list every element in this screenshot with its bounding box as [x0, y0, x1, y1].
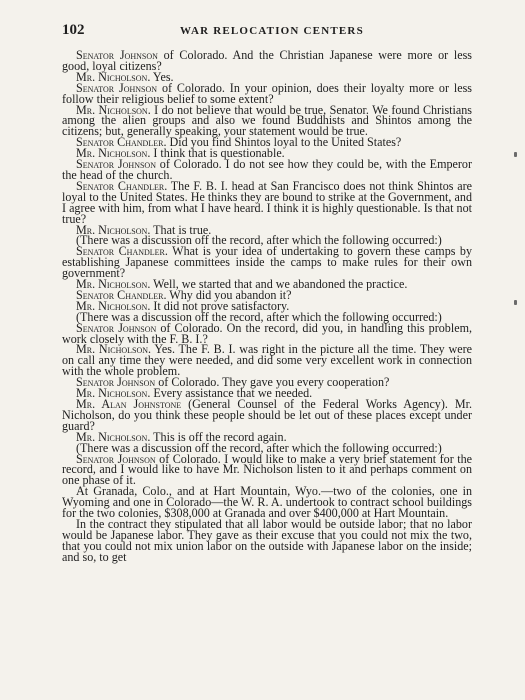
speaker-name: Mr. Nicholson	[76, 222, 148, 237]
speaker-name: Mr. Alan Johnstone	[76, 397, 182, 411]
speaker-name: Senator Johnson	[76, 320, 157, 335]
paragraph	[62, 159, 472, 181]
speaker-name: Senator Chandler	[76, 178, 165, 193]
speaker-name: Senator Johnson	[76, 375, 156, 390]
running-title: WAR RELOCATION CENTERS	[180, 25, 364, 37]
speaker-name: Mr. Nicholson	[76, 146, 148, 161]
paragraph	[62, 486, 472, 519]
paragraph	[62, 102, 472, 139]
paragraph-text: . Yes.	[147, 69, 174, 84]
speaker-name: Senator Chandler	[76, 287, 164, 302]
paragraph-text: (General Counsel of the Federal Works Agency). Mr. Nicholson, do you think these people should be let out of these places except under guard?	[62, 397, 472, 433]
speaker-name: Mr. Nicholson	[76, 69, 148, 84]
speaker-name: Senator Johnson	[76, 157, 156, 172]
paragraph	[62, 516, 472, 564]
paragraph-text: . Well, we started that and we abandoned the practice.	[147, 277, 408, 292]
speaker-name: Senator Johnson	[76, 48, 158, 62]
paragraph-text: . I do not believe that would be true, Senator. We found Christians among the alien groups and also we found Buddhists and Shintos among the citizens; but, generally speaking, your statement would be true.	[62, 102, 472, 139]
paragraph-text: of Colorado. They gave you every cooperation?	[155, 375, 390, 390]
page-header	[62, 22, 472, 42]
paragraph	[62, 344, 472, 377]
scan-edge-mark	[514, 152, 517, 157]
paragraph-text: . This is off the record again.	[147, 429, 287, 444]
paragraph-text: . What is your idea of undertaking to govern these camps by establishing Japanese committees inside the camps to make rules for their own government?	[62, 244, 472, 281]
paragraph-text: (There was a discussion off the record, after which the following occurred:)	[76, 233, 442, 248]
speaker-name: Mr. Nicholson	[76, 298, 148, 313]
paragraph-text: of Colorado. In your opinion, does their loyalty more or less follow their religious belief to some extent?	[62, 80, 472, 106]
scan-edge-mark	[514, 300, 517, 305]
page-number: 102	[62, 22, 85, 38]
speaker-name: Mr. Nicholson	[76, 277, 148, 292]
paragraph-text: of Colorado. I do not see how they could be, with the Emperor the head of the church.	[62, 157, 472, 182]
paragraph	[62, 246, 472, 279]
speaker-name: Senator Johnson	[76, 451, 156, 466]
paragraph-text: . I think that is questionable.	[147, 146, 285, 161]
speaker-name: Senator Johnson	[76, 80, 158, 95]
speaker-name: Mr. Nicholson	[76, 342, 149, 357]
paragraph-text: . The F. B. I. head at San Francisco does not think Shintos are loyal to the United States. He thinks they are bound to strike at the Government, and I agree with him, from what I have heard. I think it is highly questionable. Is that not true?	[62, 178, 472, 226]
paragraph-text: In the contract they stipulated that all labor would be outside labor; that no labor would be Japanese labor. They gave as their excuse that you could not mix the two, that you could not mix union labor on the outside with Japanese labor on the inside; and so, to get	[62, 516, 472, 564]
paragraph-text: . Every assistance that we needed.	[147, 386, 313, 401]
paragraph-text: of Colorado. On the record, did you, in handling this problem, work closely with the F. B. I.?	[62, 320, 472, 346]
paragraph-text: . Yes. The F. B. I. was right in the picture all the time. They were on call any time they were needed, and did some very excellent work in connection with the whole problem.	[62, 342, 472, 379]
paragraph-text: (There was a discussion off the record, after which the following occurred:)	[76, 309, 442, 324]
paragraph	[62, 451, 473, 488]
paragraph	[62, 320, 472, 346]
paragraph-text: . It did not prove satisfactory.	[147, 298, 290, 313]
paragraph-text: of Colorado. And the Christian Japanese were more or less good, loyal citizens?	[62, 48, 473, 73]
paragraph-text: . That is true.	[147, 222, 212, 237]
paragraph-text: . Did you find Shintos loyal to the United States?	[163, 135, 402, 150]
paragraph	[62, 399, 472, 432]
paragraph-text: . Why did you abandon it?	[163, 287, 292, 302]
paragraph-text: (There was a discussion off the record, after which the following occurred:)	[76, 440, 442, 455]
paragraph	[62, 80, 472, 106]
speaker-name: Mr. Nicholson	[76, 429, 148, 444]
paragraph	[62, 50, 472, 72]
paragraph-text: At Granada, Colo., and at Hart Mountain, Wyo.—two of the colonies, one in Wyoming and one in Colorado—the W. R. A. undertook to contract school buildings for the two colonies, $308,000 at Granada and over $400,000 at Hart Mountain.	[62, 484, 472, 521]
testimony-text	[62, 50, 472, 563]
paragraph-text: of Colorado. I would like to make a very brief statement for the record, and I would like to have Mr. Nicholson listen to it and perhaps comment on one phase of it.	[62, 451, 473, 488]
speaker-name: Mr. Nicholson	[76, 386, 148, 401]
speaker-name: Senator Chandler	[76, 244, 165, 259]
paragraph	[62, 178, 472, 226]
speaker-name: Mr. Nicholson	[76, 102, 148, 117]
speaker-name: Senator Chandler	[76, 135, 164, 150]
